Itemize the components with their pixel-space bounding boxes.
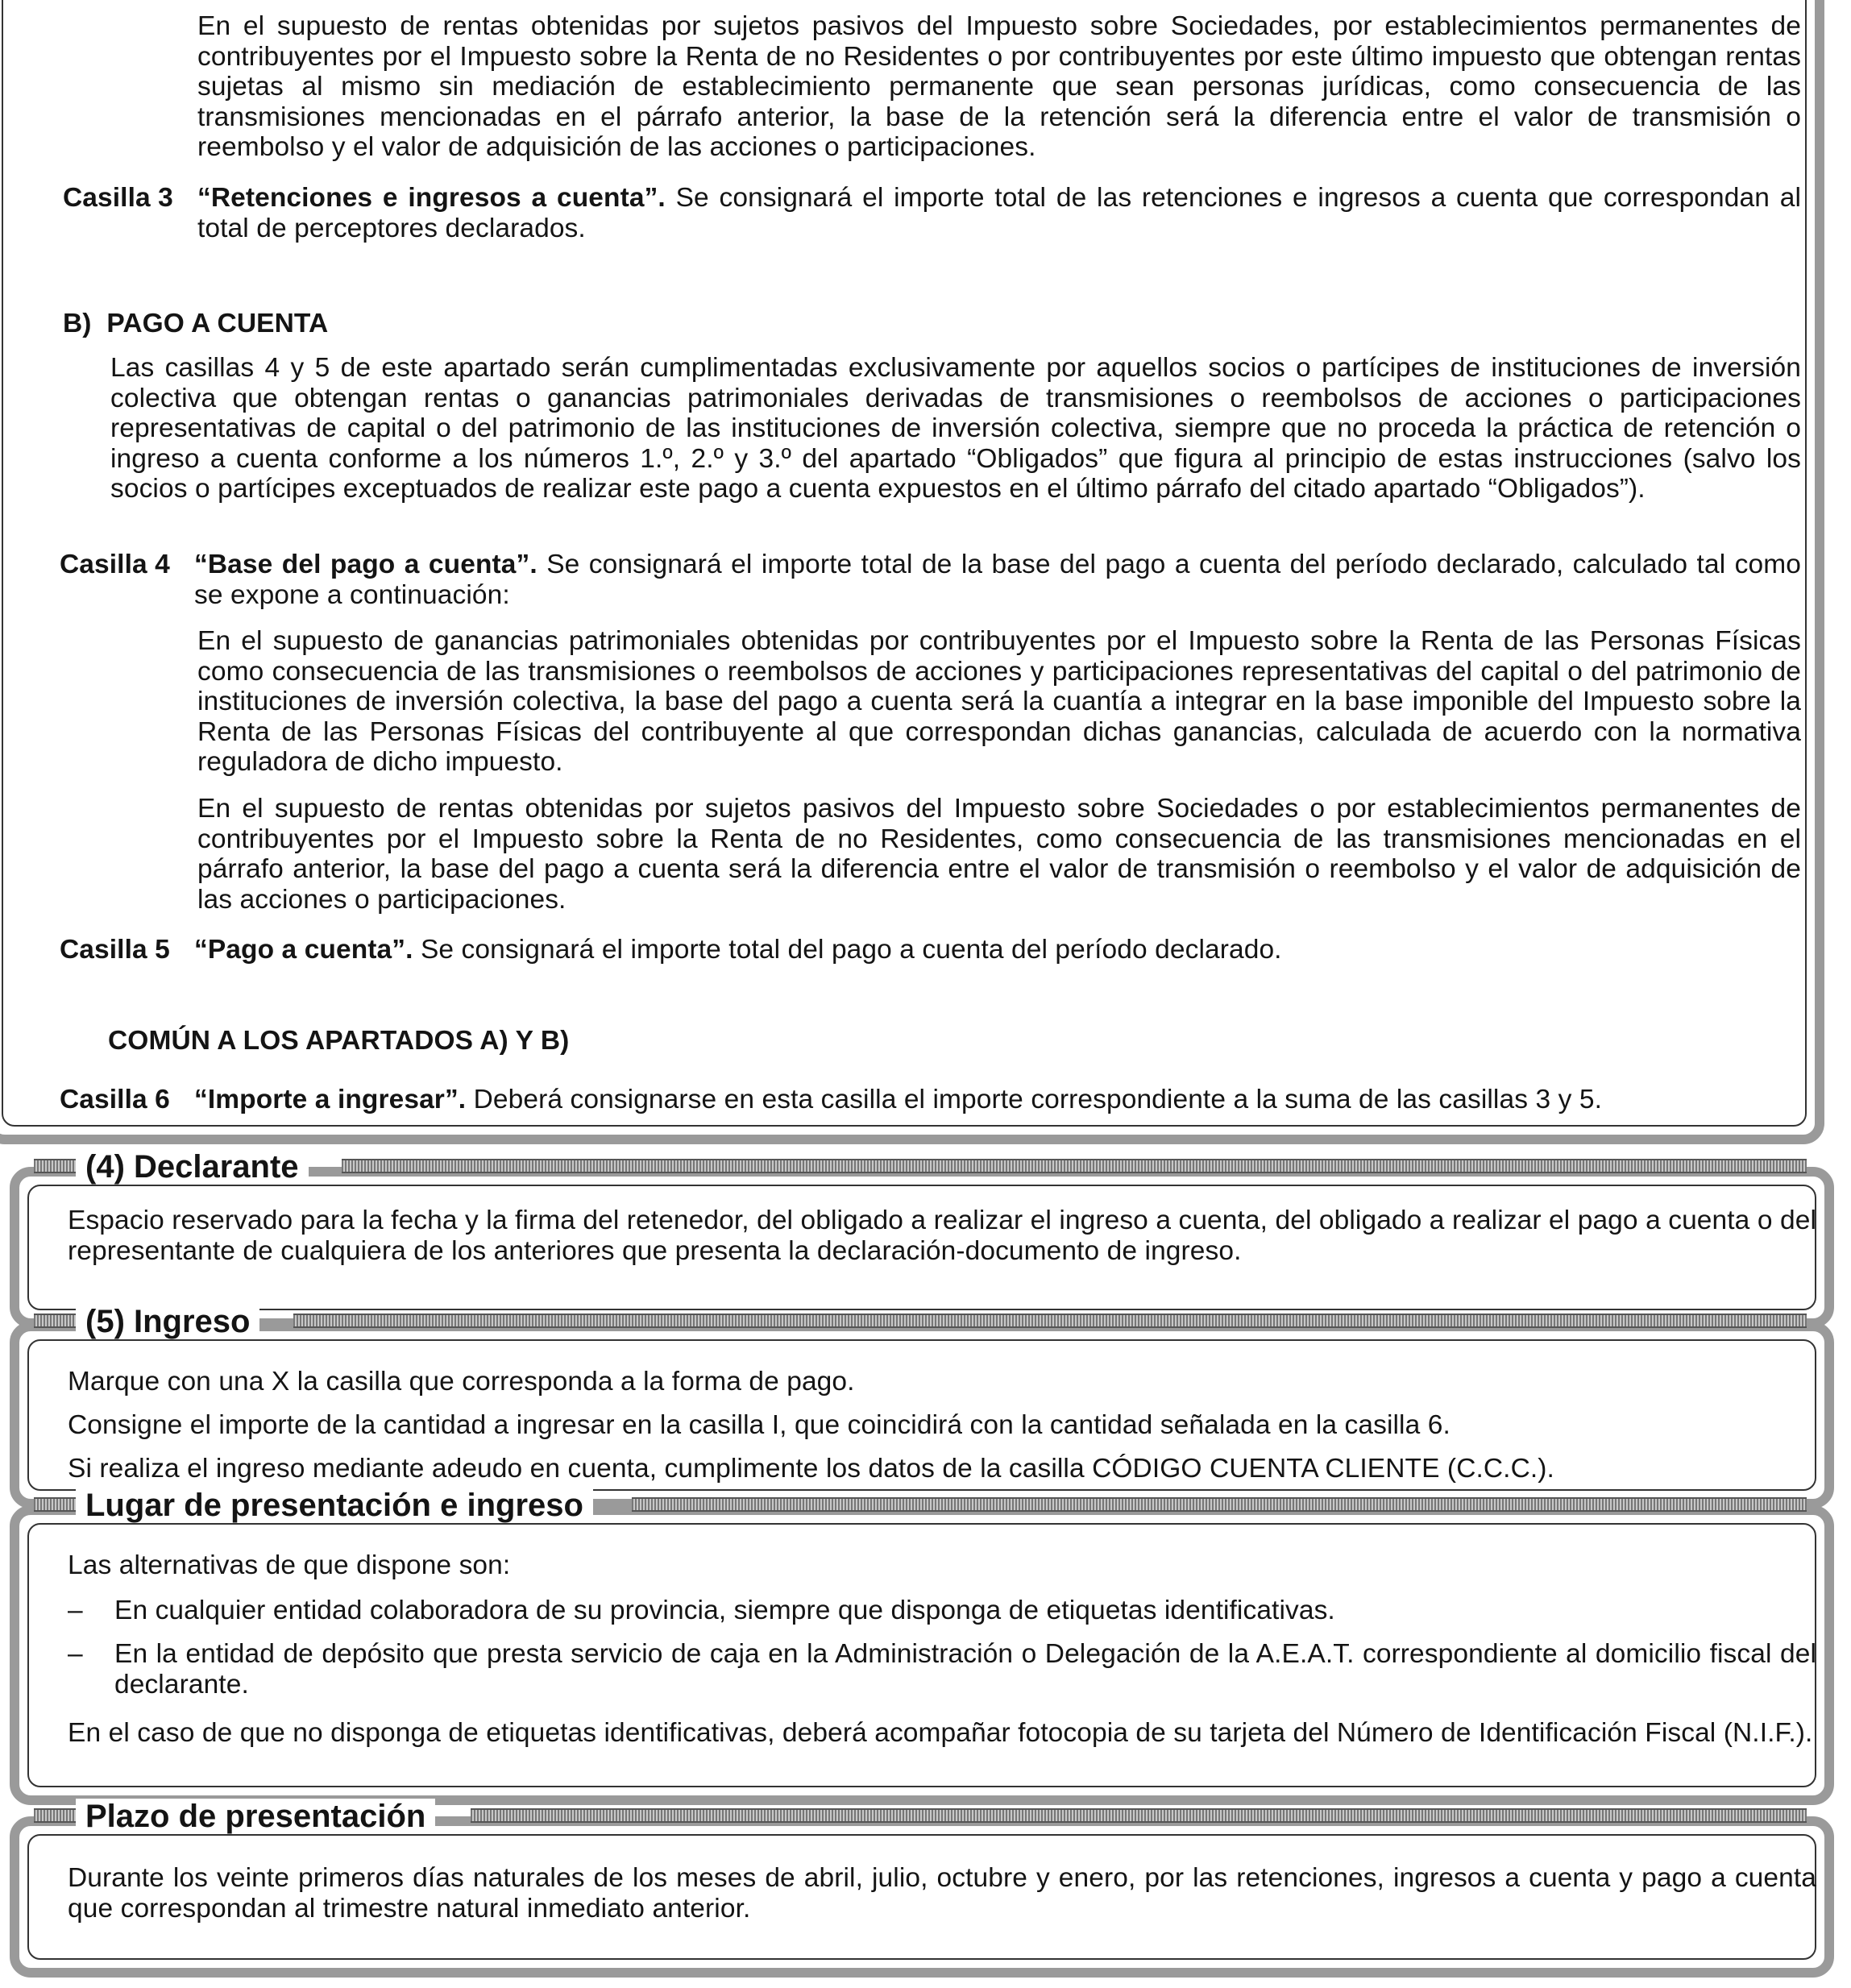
casilla-5-title: “Pago a cuenta”. xyxy=(194,935,413,965)
lugar-item-2: En la entidad de depósito que presta servicio de caja en la Administración o Delegación de la A.E.A.T. correspondiente al domicilio fiscal del declarante. xyxy=(114,1639,1816,1700)
heading-rule-right xyxy=(293,1314,1807,1328)
casilla-6-text: Deberá consignarse en esta casilla el importe correspondiente a la suma de las casillas 3 y 5. xyxy=(466,1085,1602,1114)
section-title-lugar: Lugar de presentación e ingreso xyxy=(76,1488,593,1523)
heading-rule-left xyxy=(34,1808,82,1823)
casilla-6-description xyxy=(194,1085,1801,1115)
section-plazo-presentacion xyxy=(10,1798,1834,1978)
plazo-text: Durante los veinte primeros días naturales de los meses de abril, julio, octubre y enero, por las retenciones, ingresos a cuenta y pago a cuenta que correspondan al trimestre natural inmediato anterior. xyxy=(68,1863,1816,1924)
casilla-4-title: “Base del pago a cuenta”. xyxy=(194,550,537,579)
heading-rule-right xyxy=(632,1497,1807,1512)
heading-rule-left xyxy=(34,1159,82,1173)
heading-rule-right xyxy=(471,1808,1807,1823)
comun-heading: COMÚN A LOS APARTADOS A) Y B) xyxy=(108,1026,570,1056)
heading-rule-left xyxy=(34,1497,82,1512)
apartado-b-intro: Las casillas 4 y 5 de este apartado serán cumplimentadas exclusivamente por aquellos socios o partícipes de instituciones de inversión colectiva que obtengan rentas o ganancias patrimoniales derivadas de transmisiones o reembolsos de acciones o participaciones representativas de capital o del patrimonio de las instituciones de inversión colectiva, siempre que no proceda la práctica de retención o ingreso a cuenta conforme a los números 1.º, 2.º y 3.º del apartado “Obligados” que figura al principio de estas instrucciones (salvo los socios o partícipes exceptuados de realizar este pago a cuenta expuestos en el último párrafo del citado apartado “Obligados”). xyxy=(110,353,1801,504)
section-title-ingreso: (5) Ingreso xyxy=(76,1304,259,1339)
section-title-plazo: Plazo de presentación xyxy=(76,1799,435,1834)
casilla-4-label: Casilla 4 xyxy=(60,550,170,579)
casilla-3-text: Se consignará el importe total de las retenciones e ingresos a cuenta que correspondan al total de perceptores declarados. xyxy=(197,183,1801,243)
casilla-5-text: Se consignará el importe total del pago a cuenta del período declarado. xyxy=(413,935,1282,965)
lugar-intro: Las alternativas de que dispone son: xyxy=(68,1550,511,1580)
section-lugar-presentacion xyxy=(10,1487,1834,1805)
section-title-declarante: (4) Declarante xyxy=(76,1149,309,1185)
casilla-5-label: Casilla 5 xyxy=(60,935,170,965)
heading-rule-right xyxy=(342,1159,1807,1173)
bullet-dash: – xyxy=(68,1596,83,1625)
casilla-4-text: Se consignará el importe total de la base del pago a cuenta del período declarado, calculado tal como se expone a continuación: xyxy=(194,550,1801,610)
casilla-4-description xyxy=(194,550,1801,610)
casilla-3-label: Casilla 3 xyxy=(63,183,173,213)
casilla-6-title: “Importe a ingresar”. xyxy=(194,1085,467,1114)
declarante-text: Espacio reservado para la fecha y la firma del retenedor, del obligado a realizar el ingreso a cuenta, del obligado a realizar el pago a cuenta o del representante de cualquiera de los anteriores que presenta la declaración-documento de ingreso. xyxy=(68,1206,1816,1266)
casilla-5-description xyxy=(194,935,1801,965)
heading-rule-left xyxy=(34,1314,82,1328)
casilla-3-description xyxy=(197,183,1801,243)
apartado-b-heading: B) PAGO A CUENTA xyxy=(63,309,329,338)
lugar-outro: En el caso de que no disponga de etiquetas identificativas, deberá acompañar fotocopia de su tarjeta del Número de Identificación Fiscal (N.I.F.). xyxy=(68,1718,1813,1748)
casilla-3-title: “Retenciones e ingresos a cuenta”. xyxy=(197,183,666,213)
casilla-6-label: Casilla 6 xyxy=(60,1085,170,1114)
casilla-4-paragraph-2: En el supuesto de rentas obtenidas por sujetos pasivos del Impuesto sobre Sociedades o por establecimientos permanentes de contribuyentes por el Impuesto sobre la Renta de no Residentes, como consecuencia de las transmisiones mencionadas en el párrafo anterior, la base del pago a cuenta será la diferencia entre el valor de transmisión o reembolso y el valor de adquisición de las acciones o participaciones. xyxy=(197,794,1801,915)
casilla-4-paragraph-1: En el supuesto de ganancias patrimoniales obtenidas por contribuyentes por el Impuesto sobre la Renta de las Personas Físicas como consecuencia de las transmisiones o reembolsos de acciones y participaciones representativas del capital o del patrimonio de instituciones de inversión colectiva, la base del pago a cuenta será la cuantía a integrar en la base imponible del Impuesto sobre la Renta de las Personas Físicas del contribuyente al que correspondan dichas ganancias, calculada de acuerdo con la normativa reguladora de dicho impuesto. xyxy=(197,626,1801,778)
section-declarante xyxy=(10,1148,1834,1328)
section-ingreso xyxy=(10,1303,1834,1509)
bullet-dash: – xyxy=(68,1639,83,1669)
ingreso-line-2: Consigne el importe de la cantidad a ingresar en la casilla I, que coincidirá con la cantidad señalada en la casilla 6. xyxy=(68,1410,1451,1440)
ingreso-line-1: Marque con una X la casilla que corresponda a la forma de pago. xyxy=(68,1367,855,1397)
apartado-a-intro-paragraph: En el supuesto de rentas obtenidas por sujetos pasivos del Impuesto sobre Sociedades, por establecimientos permanentes de contribuyentes por el Impuesto sobre la Renta de no Residentes o por contribuyentes por este último impuesto que obtengan rentas sujetas al mismo sin mediación de establecimiento permanente que sean personas jurídicas, como consecuencia de las transmisiones mencionadas en el párrafo anterior, la base de la retención será la diferencia entre el valor de transmisión o reembolso y el valor de adquisición de las acciones o participaciones. xyxy=(197,11,1801,163)
ingreso-line-3: Si realiza el ingreso mediante adeudo en cuenta, cumplimente los datos de la casilla CÓDIGO CUENTA CLIENTE (C.C.C.). xyxy=(68,1454,1554,1484)
lugar-item-1: En cualquier entidad colaboradora de su provincia, siempre que disponga de etiquetas identificativas. xyxy=(114,1596,1335,1625)
